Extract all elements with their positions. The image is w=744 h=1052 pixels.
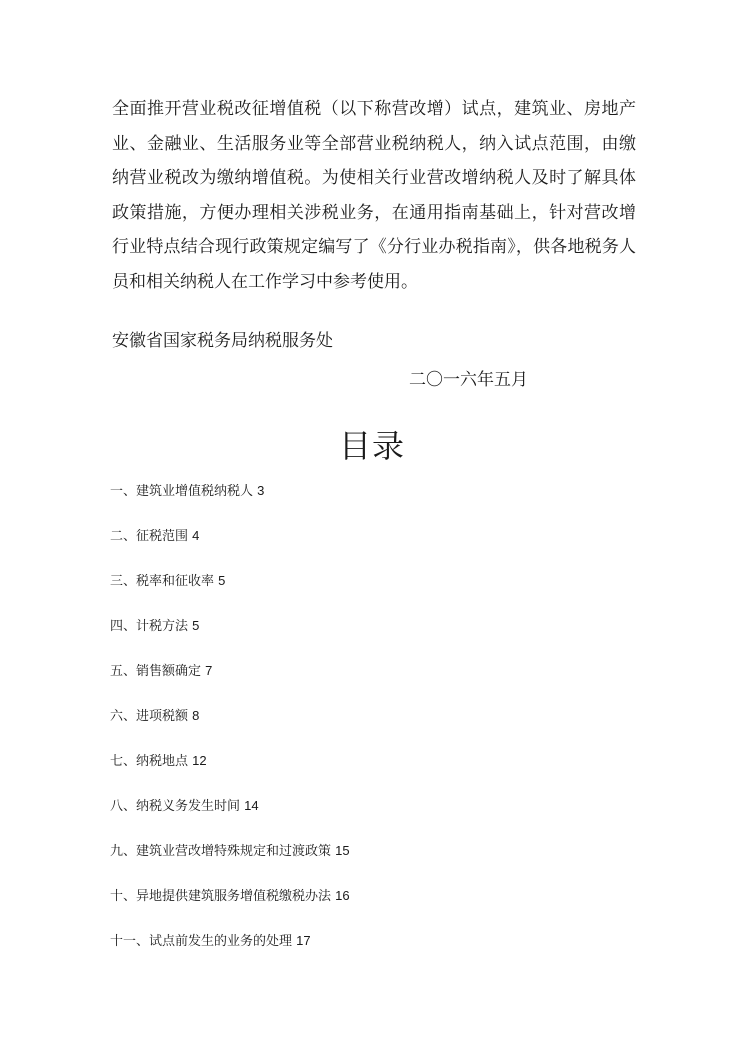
toc-item-page: 16 <box>335 888 350 903</box>
toc-item-page: 5 <box>192 618 200 633</box>
toc-item-page: 14 <box>244 798 259 813</box>
toc-item-page: 15 <box>335 843 350 858</box>
toc-item[interactable] <box>110 746 670 791</box>
table-of-contents <box>110 476 670 971</box>
toc-item-label: 二、征税范围 <box>110 529 189 544</box>
toc-item[interactable] <box>110 476 670 521</box>
toc-item-label: 四、计税方法 <box>110 619 189 634</box>
toc-item-label: 九、建筑业营改增特殊规定和过渡政策 <box>110 844 332 859</box>
toc-item-page: 12 <box>192 753 207 768</box>
toc-item-label: 十一、试点前发生的业务的处理 <box>110 934 293 949</box>
toc-item[interactable] <box>110 791 670 836</box>
intro-paragraph: 全面推开营业税改征增值税（以下称营改增）试点，建筑业、房地产业、金融业、生活服务业等全部营业税纳税人，纳入试点范围，由缴纳营业税改为缴纳增值税。为使相关行业营改增纳税人及时了解具体政策措施，方便办理相关涉税业务，在通用指南基础上，针对营改增行业特点结合现行政策规定编写了《分行业办税指南》，供各地税务人员和相关纳税人在工作学习中参考使用。 <box>112 99 636 292</box>
toc-title: 目录 <box>338 427 405 465</box>
toc-item[interactable] <box>110 566 670 611</box>
toc-item-page: 8 <box>192 708 200 723</box>
toc-item[interactable] <box>110 521 670 566</box>
toc-item[interactable] <box>110 611 670 656</box>
toc-item-page: 4 <box>192 528 200 543</box>
toc-item-page: 3 <box>257 483 265 498</box>
toc-item[interactable] <box>110 656 670 701</box>
toc-item-label: 七、纳税地点 <box>110 754 189 769</box>
issuing-organization: 安徽省国家税务局纳税服务处 <box>112 331 333 351</box>
toc-item-label: 六、进项税额 <box>110 709 189 724</box>
toc-item[interactable] <box>110 701 670 746</box>
toc-item-label: 三、税率和征收率 <box>110 574 215 589</box>
toc-item-label: 一、建筑业增值税纳税人 <box>110 484 254 499</box>
issue-date: 二〇一六年五月 <box>409 370 528 390</box>
toc-item[interactable] <box>110 881 670 926</box>
toc-item[interactable] <box>110 836 670 881</box>
toc-item-page: 7 <box>205 663 213 678</box>
toc-item-page: 17 <box>296 933 311 948</box>
toc-item-label: 八、纳税义务发生时间 <box>110 799 241 814</box>
toc-item-page: 5 <box>218 573 226 588</box>
toc-item[interactable] <box>110 926 670 971</box>
toc-item-label: 十、异地提供建筑服务增值税缴税办法 <box>110 889 332 904</box>
toc-item-label: 五、销售额确定 <box>110 664 202 679</box>
